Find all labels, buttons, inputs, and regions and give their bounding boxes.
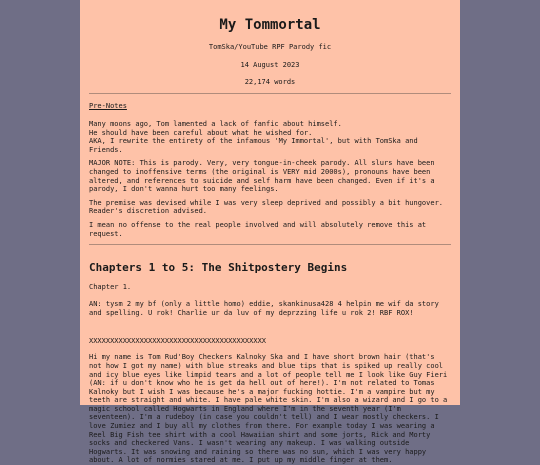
chapter-number: Chapter 1. — [89, 283, 132, 292]
prenotes-paragraph: Many moons ago, Tom lamented a lack of fanfic about himself. He should have been careful about what he wished for. AKA, I rewrite the entirety of the infamous 'My Immortal', but with TomSka and Friends. — [89, 120, 418, 154]
prenotes-paragraph: I mean no offense to the real people involved and will absolutely remove this at request. — [89, 220, 427, 238]
header-divider — [89, 93, 451, 94]
work-title: My Tommortal — [219, 17, 321, 33]
chapter-title: Chapters 1 to 5: The Shitpostery Begins — [89, 261, 348, 275]
prenotes-label: Pre-Notes — [89, 102, 127, 110]
word-count: 22,174 words — [244, 78, 296, 86]
chapter-section — [89, 261, 451, 465]
work-fandom: TomSka/YouTube RPF Parody fic — [208, 43, 332, 51]
prenotes-paragraph: MAJOR NOTE: This is parody. Very, very tongue-in-cheek parody. All slurs have been changed to inoffensive terms (the original is VERY mid 2000s), pronouns have been altered, and references to suicide and self harm have been changed. Even if it's a parody, I don't wanna hurt too many feelings. — [89, 159, 435, 194]
prenotes-paragraph: The premise was devised while I was very sleep deprived and possibly a bit hungover. Reader's discretion advised. — [89, 198, 444, 216]
work-date: 14 August 2023 — [240, 61, 300, 69]
prenotes-section — [89, 101, 451, 238]
authors-note: AN: tysm 2 my bf (only a little homo) eddie, skankinusa428 4 helpin me wif da story and spelling. U rok! Charlie ur da luv of my deprzzing life u rok 2! RBF ROX! — [89, 300, 439, 317]
notes-divider — [89, 244, 451, 245]
chapter-body: Hi my name is Tom Rud'Boy Checkers Kalnoky Ska and I have short brown hair (that's not how I got my name) with blue streaks and blue tips that is spiked up really cool and icy blue eyes like limpid tears and a lot of people tell me I look like Guy Fieri (AN: if u don't know who he is get da hell out of here!). I'm not related to Tomas Kalnoky but I wish I was because he's a major fucking hottie. I'm a vampire but my teeth are straight and white. I have pale white skin. I'm also a wizard and I go to a magic school called Hogwarts in England where I'm in the seventh year (I'm seventeen). I'm a rudeboy (in case you couldn't tell) and I wear mostly checkers. I love Zumiez and I buy all my clothes from there. For example today I was wearing a Reel Big Fish tee shirt with a cool Hawaiian shirt and some jorts, Rick and Morty socks and checkered Vans. I wasn't wearing any makeup. I was walking outside Hogwarts. It was snowing and raining so there was no sun, which I was very happy about. A lot of normies stared at me. I put up my middle finger at them. — [89, 353, 448, 465]
scene-separator: XXXXXXXXXXXXXXXXXXXXXXXXXXXXXXXXXXXXXXXXXX — [89, 337, 267, 346]
work-page — [80, 0, 460, 465]
work-header — [89, 16, 451, 87]
